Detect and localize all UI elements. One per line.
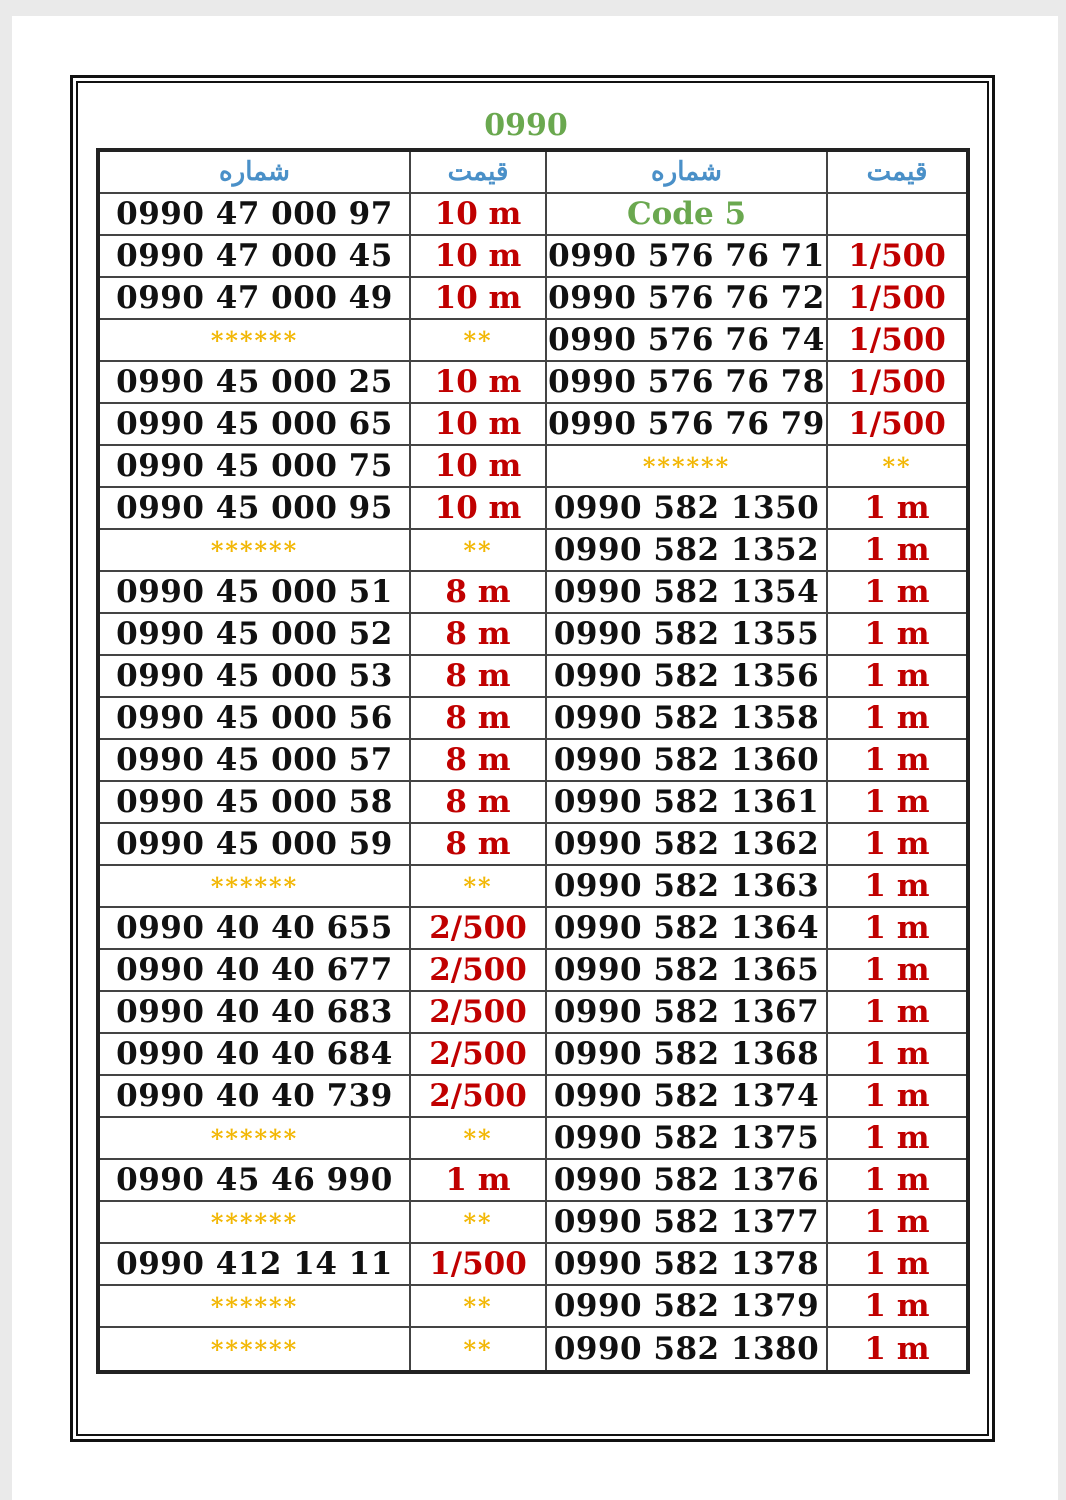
- cell-number-right: Code 5: [547, 194, 828, 234]
- cell-number-left: ******: [100, 866, 411, 906]
- cell-number-left: 0990 40 40 684: [100, 1034, 411, 1074]
- cell-price-right: 1 m: [864, 910, 930, 946]
- table-row: [100, 194, 966, 236]
- cell-number-right: 0990 582 1368: [547, 1034, 828, 1074]
- cell-number-left: ******: [100, 1328, 411, 1370]
- cell-number-right: 0990 576 76 74: [547, 320, 828, 360]
- cell-number-left: 0990 47 000 97: [100, 194, 411, 234]
- table-header-row: [100, 152, 966, 194]
- cell-number-right: 0990 582 1355: [547, 614, 828, 654]
- table-row: [100, 320, 966, 362]
- cell-price-right: **: [882, 451, 912, 481]
- cell-price-right: 1 m: [864, 1078, 930, 1114]
- cell-number-right: 0990 576 76 72: [547, 278, 828, 318]
- cell-number-left: 0990 45 000 25: [100, 362, 411, 402]
- header-number-right: شماره: [547, 152, 828, 192]
- cell-number-left: 0990 45 000 51: [100, 572, 411, 612]
- cell-number-left: 0990 45 000 58: [100, 782, 411, 822]
- table-row: [100, 698, 966, 740]
- cell-number-right: ******: [547, 446, 828, 486]
- cell-price-right: 1 m: [864, 658, 930, 694]
- cell-price-right: 1 m: [864, 574, 930, 610]
- table-row: [100, 824, 966, 866]
- table-row: [100, 404, 966, 446]
- cell-price-right: 1 m: [864, 1036, 930, 1072]
- cell-price-right: 1/500: [848, 322, 946, 358]
- cell-number-right: 0990 576 76 79: [547, 404, 828, 444]
- cell-price-left: 10 m: [411, 278, 547, 318]
- cell-price-left: 10 m: [411, 236, 547, 276]
- table-row: [100, 1244, 966, 1286]
- cell-number-right: 0990 582 1361: [547, 782, 828, 822]
- table-row: [100, 782, 966, 824]
- table-body: [100, 194, 966, 1370]
- cell-number-left: 0990 45 000 52: [100, 614, 411, 654]
- cell-number-right: 0990 582 1375: [547, 1118, 828, 1158]
- cell-price-left: **: [411, 1202, 547, 1242]
- table-row: [100, 1076, 966, 1118]
- cell-number-right: 0990 582 1358: [547, 698, 828, 738]
- cell-number-left: 0990 45 000 53: [100, 656, 411, 696]
- cell-number-left: ******: [100, 1118, 411, 1158]
- table-row: [100, 1202, 966, 1244]
- table-row: [100, 1286, 966, 1328]
- cell-number-left: ******: [100, 320, 411, 360]
- table-row: [100, 740, 966, 782]
- cell-price-left: 1 m: [411, 1160, 547, 1200]
- cell-number-right: 0990 582 1367: [547, 992, 828, 1032]
- cell-price-left: 2/500: [411, 1034, 547, 1074]
- table-row: [100, 908, 966, 950]
- cell-number-right: 0990 582 1378: [547, 1244, 828, 1284]
- cell-price-left: 2/500: [411, 1076, 547, 1116]
- table-row: [100, 530, 966, 572]
- cell-price-left: 10 m: [411, 488, 547, 528]
- cell-number-left: 0990 412 14 11: [100, 1244, 411, 1284]
- cell-number-right: 0990 582 1364: [547, 908, 828, 948]
- cell-number-left: 0990 45 000 65: [100, 404, 411, 444]
- price-table: [96, 148, 970, 1374]
- cell-price-right: 1 m: [864, 1246, 930, 1282]
- table-row: [100, 278, 966, 320]
- cell-price-left: 8 m: [411, 698, 547, 738]
- cell-price-right: 1 m: [864, 490, 930, 526]
- table-row: [100, 950, 966, 992]
- cell-price-right: 1 m: [864, 952, 930, 988]
- cell-price-right: 1 m: [864, 1288, 930, 1324]
- header-price-left: قیمت: [411, 152, 547, 192]
- cell-price-right: 1 m: [864, 784, 930, 820]
- cell-number-right: 0990 582 1360: [547, 740, 828, 780]
- cell-price-left: 10 m: [411, 194, 547, 234]
- table-row: [100, 1034, 966, 1076]
- cell-number-right: 0990 582 1354: [547, 572, 828, 612]
- cell-number-right: 0990 582 1352: [547, 530, 828, 570]
- table-row: [100, 488, 966, 530]
- header-price-right: قیمت: [866, 157, 928, 187]
- table-row: [100, 362, 966, 404]
- table-row: [100, 446, 966, 488]
- cell-price-right: 1/500: [848, 364, 946, 400]
- header-number-left: شماره: [100, 152, 411, 192]
- table-row: [100, 1118, 966, 1160]
- cell-price-right: 1 m: [864, 868, 930, 904]
- cell-number-right: 0990 582 1379: [547, 1286, 828, 1326]
- cell-number-left: 0990 47 000 49: [100, 278, 411, 318]
- cell-price-right: 1 m: [864, 616, 930, 652]
- cell-number-right: 0990 582 1350: [547, 488, 828, 528]
- table-row: [100, 614, 966, 656]
- cell-price-left: **: [411, 320, 547, 360]
- cell-price-right: 1 m: [864, 1204, 930, 1240]
- cell-number-right: 0990 576 76 71: [547, 236, 828, 276]
- cell-number-left: 0990 45 000 57: [100, 740, 411, 780]
- cell-price-right: 1 m: [864, 1120, 930, 1156]
- cell-number-left: ******: [100, 530, 411, 570]
- cell-price-left: 8 m: [411, 740, 547, 780]
- cell-number-left: 0990 45 000 75: [100, 446, 411, 486]
- cell-price-left: **: [411, 530, 547, 570]
- cell-price-left: 2/500: [411, 950, 547, 990]
- cell-price-left: 10 m: [411, 362, 547, 402]
- cell-number-left: 0990 45 000 59: [100, 824, 411, 864]
- table-row: [100, 866, 966, 908]
- cell-number-left: 0990 45 000 56: [100, 698, 411, 738]
- cell-price-right: 1 m: [864, 532, 930, 568]
- cell-number-right: 0990 576 76 78: [547, 362, 828, 402]
- cell-price-right: 1 m: [864, 742, 930, 778]
- cell-number-right: 0990 582 1376: [547, 1160, 828, 1200]
- cell-price-right: 1 m: [864, 700, 930, 736]
- table-row: [100, 656, 966, 698]
- page-title: 0990: [484, 108, 568, 143]
- cell-price-left: **: [411, 1118, 547, 1158]
- cell-number-left: 0990 47 000 45: [100, 236, 411, 276]
- cell-price-right: 1 m: [864, 994, 930, 1030]
- cell-price-right: 1 m: [864, 1331, 930, 1367]
- cell-number-left: 0990 40 40 739: [100, 1076, 411, 1116]
- cell-price-left: 10 m: [411, 446, 547, 486]
- cell-price-left: 8 m: [411, 614, 547, 654]
- cell-price-left: 8 m: [411, 656, 547, 696]
- cell-price-left: 1/500: [411, 1244, 547, 1284]
- cell-price-right: 1 m: [864, 826, 930, 862]
- cell-number-right: 0990 582 1374: [547, 1076, 828, 1116]
- cell-price-left: **: [411, 866, 547, 906]
- cell-number-right: 0990 582 1356: [547, 656, 828, 696]
- cell-price-left: 10 m: [411, 404, 547, 444]
- cell-number-left: 0990 45 46 990: [100, 1160, 411, 1200]
- cell-number-right: 0990 582 1363: [547, 866, 828, 906]
- cell-number-right: 0990 582 1380: [547, 1328, 828, 1370]
- cell-price-left: 2/500: [411, 908, 547, 948]
- cell-price-left: **: [411, 1286, 547, 1326]
- cell-price-left: 8 m: [411, 824, 547, 864]
- cell-price-right: 1/500: [848, 238, 946, 274]
- cell-number-left: 0990 40 40 655: [100, 908, 411, 948]
- cell-number-right: 0990 582 1365: [547, 950, 828, 990]
- cell-price-left: 2/500: [411, 992, 547, 1032]
- table-row: [100, 1160, 966, 1202]
- cell-price-left: 8 m: [411, 782, 547, 822]
- table-row: [100, 236, 966, 278]
- cell-number-left: 0990 40 40 683: [100, 992, 411, 1032]
- cell-price-right: 1/500: [848, 280, 946, 316]
- cell-number-left: ******: [100, 1286, 411, 1326]
- cell-price-right: 1/500: [848, 406, 946, 442]
- cell-number-left: 0990 45 000 95: [100, 488, 411, 528]
- cell-price-left: **: [411, 1328, 547, 1370]
- cell-price-right: 1 m: [864, 1162, 930, 1198]
- cell-price-left: 8 m: [411, 572, 547, 612]
- table-row: [100, 992, 966, 1034]
- table-row: [100, 1328, 966, 1370]
- table-row: [100, 572, 966, 614]
- cell-price-right: [828, 194, 966, 234]
- cell-number-right: 0990 582 1377: [547, 1202, 828, 1242]
- cell-number-right: 0990 582 1362: [547, 824, 828, 864]
- cell-number-left: ******: [100, 1202, 411, 1242]
- cell-number-left: 0990 40 40 677: [100, 950, 411, 990]
